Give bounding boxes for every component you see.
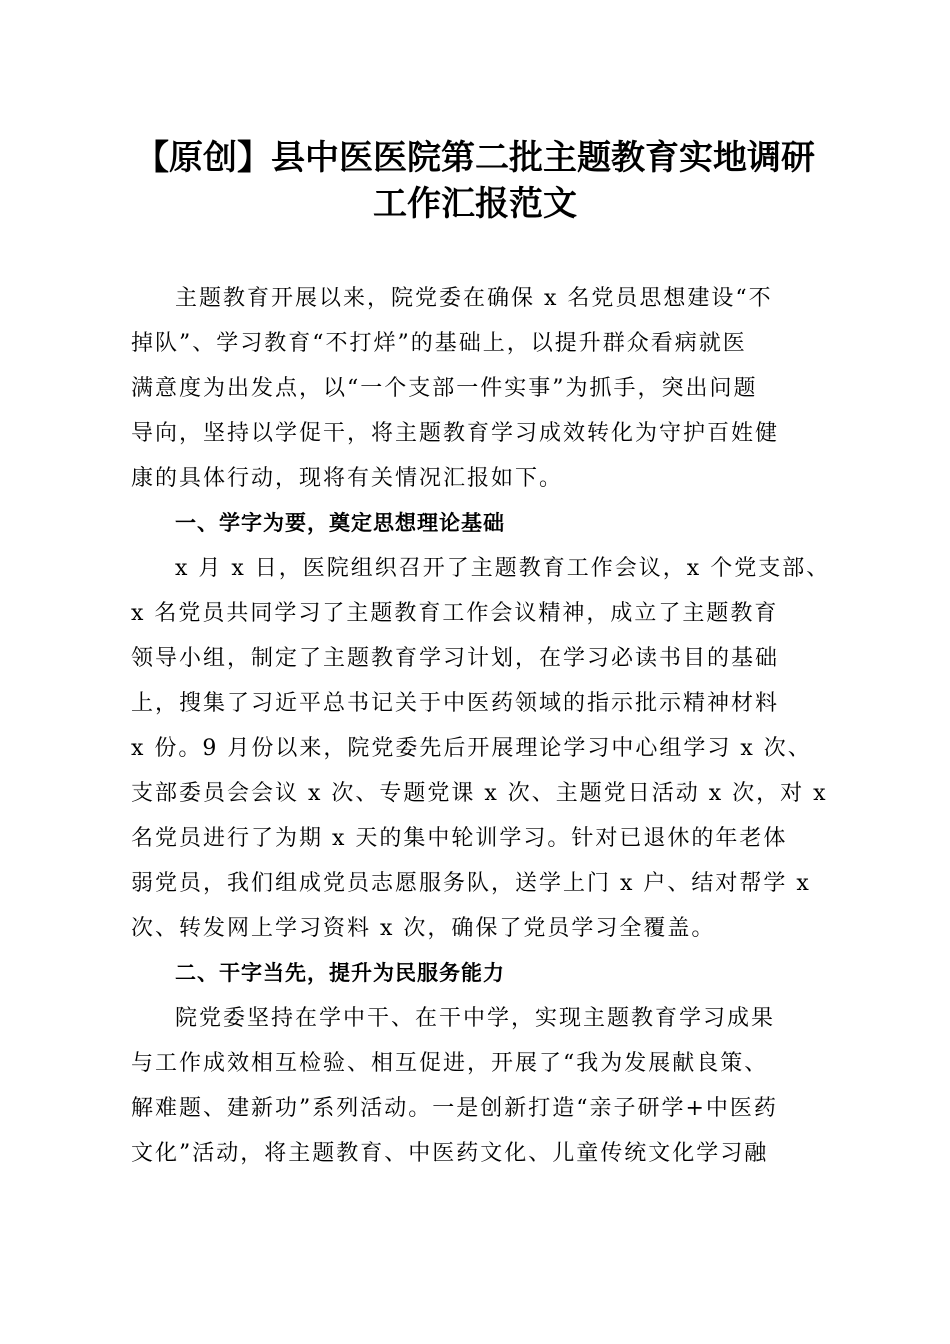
section-heading-2: 二、干字当先，提升为民服务能力 [175,961,505,985]
paragraph-3-line: 解难题、建新功”系列活动。一是创新打造“亲子研学+中医药 [131,1096,778,1121]
section-heading-1: 一、学字为要，奠定思想理论基础 [175,511,505,535]
paragraph-2-line: 上，搜集了习近平总书记关于中医药领域的指示批示精神材料 [131,691,780,716]
document-body [131,276,831,1176]
paragraph-1-line: 导向，坚持以学促干，将主题教育学习成效转化为守护百姓健 [131,421,780,446]
paragraph-2-line: x 月 x 日，医院组织召开了主题教育工作会议，x 个党支部、 [175,556,831,581]
paragraph-1-line: 掉队”、学习教育“不打烊”的基础上，以提升群众看病就医 [131,331,747,356]
paragraph-3-line: 与工作成效相互检验、相互促进，开展了“我为发展献良策、 [131,1051,769,1076]
paragraph-2-line: 支部委员会会议 x 次、专题党课 x 次、主题党日活动 x 次，对 x [131,781,828,806]
document-title-line-1: 【原创】县中医医院第二批主题教育实地调研 [135,138,815,178]
paragraph-2-line: x 名党员共同学习了主题教育工作会议精神，成立了主题教育 [131,601,779,626]
paragraph-2-line: 弱党员，我们组成党员志愿服务队，送学上门 x 户、结对帮学 x [131,871,811,896]
paragraph-1-line: 主题教育开展以来，院党委在确保 x 名党员思想建设“不 [175,286,773,311]
document-title-line-2: 工作汇报范文 [373,184,577,224]
paragraph-2-line: 名党员进行了为期 x 天的集中轮训学习。针对已退休的年老体 [131,826,788,851]
paragraph-1-line: 满意度为出发点，以“一个支部一件实事”为抓手，突出问题 [131,376,758,401]
paragraph-3-line: 院党委坚持在学中干、在干中学，实现主题教育学习成果 [175,1006,776,1031]
paragraph-2-line: x 份。9 月份以来，院党委先后开展理论学习中心组学习 x 次、 [131,736,812,761]
paragraph-2-line: 领导小组，制定了主题教育学习计划，在学习必读书目的基础 [131,646,780,671]
paragraph-2-line: 次、转发网上学习资料 x 次，确保了党员学习全覆盖。 [131,916,716,941]
paragraph-1-line: 康的具体行动，现将有关情况汇报如下。 [131,466,564,491]
paragraph-3-line: 文化”活动，将主题教育、中医药文化、儿童传统文化学习融 [131,1141,769,1166]
